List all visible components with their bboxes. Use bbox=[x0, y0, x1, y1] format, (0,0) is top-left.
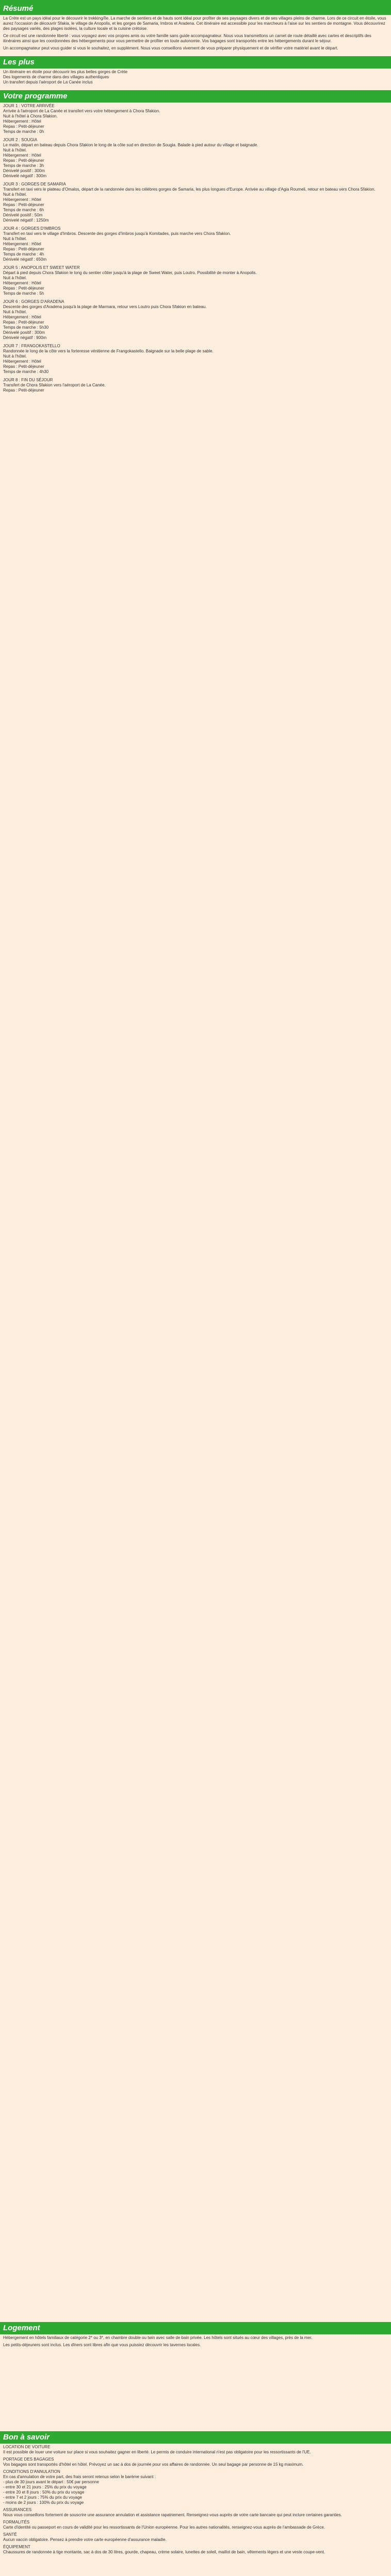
day-title: JOUR 3 : GORGES DE SAMARIA bbox=[3, 182, 66, 187]
bon-paragraph: PORTAGE DES BAGAGES Vos bagages sont transportés d'hôtel en hôtel. Prévoyez un sac à dos de journée pour vos affaires de randonnée. Un seul bagage par personne de 15 kg maximum. bbox=[3, 2457, 304, 2467]
day-item bbox=[3, 378, 388, 393]
resume-paragraph: Ce circuit est une randonnée liberté : vous voyagez avec vos propres amis ou votre famille sans guide accompagnateur. Nous vous transmettons un carnet de route détaillé avec cartes et descriptifs des itinéraires ainsi que les coordonnées des hébergements pour vous permettre de profiter en toute autonomie. Vos bagages sont transportés entre les hébergements durant le séjour. bbox=[3, 33, 371, 43]
day-desc: Transfert en taxi vers le village d'Imbros. Descente des gorges d'Imbros jusqu'à Komitades, puis marche vers Chora Sfakion. Nuit à l'hôtel. Hébergement : Hôtel Repas : Petit-déjeuner Temps de marche : 4h Dénivelé négatif : 650m bbox=[3, 231, 231, 262]
day-item bbox=[3, 182, 388, 223]
plan-body bbox=[0, 103, 391, 2322]
bon-body bbox=[0, 2444, 391, 2576]
day-item bbox=[3, 344, 388, 375]
section-plus-title: Les plus bbox=[0, 56, 391, 69]
plus-body bbox=[0, 69, 391, 90]
section-logement-title: Logement bbox=[0, 2322, 391, 2334]
plus-list: Un itinéraire en étoile pour découvrir les plus belles gorges de Crète Des logements de charme dans des villages authentiques Un transfert depuis l'aéroport de La Canée inclus bbox=[3, 70, 128, 84]
day-title: JOUR 2 : SOUGIA bbox=[3, 138, 38, 142]
day-desc: Descente des gorges d'Aradena jusqu'à la plage de Marmara, retour vers Loutro puis Chora Sfakion en bateau. Nuit à l'hôtel. Hébergement : Hôtel Repas : Petit-déjeuner Temps de marche : 5h30 Dénivelé positif : 300m Dénivelé négatif : 900m bbox=[3, 304, 207, 340]
resume-body bbox=[0, 15, 391, 56]
bon-paragraph: ASSURANCES Nous vous conseillons fortement de souscrire une assurance annulation et assistance rapatriement. Renseignez-vous auprès de votre carte bancaire qui peut inclure certaines garanties. bbox=[3, 2507, 342, 2517]
bon-paragraph: CONDITIONS D'ANNULATION En cas d'annulation de votre part, des frais seront retenus selon le barème suivant : - plus de 30 jours avant le départ : 50€ par personne - entre 30 et 21 jours : 25% du prix du voyage - entre 20 et 8 jours : 50% du prix du voyage - entre 7 et 2 jours : 75% du prix du voyage - moins de 2 jours : 100% du prix du voyage bbox=[3, 2469, 156, 2505]
day-desc: Arrivée à l'aéroport de La Canée et transfert vers votre hébergement à Chora Sfakion. Nuit à l'hôtel à Chora Sfakion. Hébergement : Hôtel Repas : Petit-déjeuner Temps de marche : 0h bbox=[3, 109, 160, 134]
day-item bbox=[3, 299, 388, 341]
resume-paragraph: La Crète est un pays idéal pour le découvrir le trekking/île. La marche de sentiers et de hauts sont idéal pour profiter de ses paysages divers et de ses villages pleins de charme. Lors de ce circuit en étoile, vous aurez l'occasion de découvrir Sfakia, le village de Anopolis, et les gorges de Samaria, Imbros et Aradena. Cet itinéraire est accessible pour les marcheurs à l'aise sur les sentiers de montagne. Vous découvrirez des paysages variés, des plages isolées, la culture locale et la cuisine crétoise. bbox=[3, 16, 386, 31]
section-resume-title: Résumé bbox=[0, 3, 391, 15]
resume-paragraph: Un accompagnateur peut vous guider si vous le souhaitez, en supplément. Nous vous conseillons vivement de vous préparer physiquement et de vérifier votre matériel avant le départ. bbox=[3, 46, 338, 50]
logement-paragraph: Les petits-déjeuners sont inclus. Les dîners sont libres afin que vous puissiez découvrir les tavernes locales. bbox=[3, 2343, 201, 2347]
day-item bbox=[3, 104, 388, 134]
day-title: JOUR 5 : ANOPOLIS ET SWEET WATER bbox=[3, 265, 80, 270]
bon-paragraph: ÉQUIPEMENT Chaussures de randonnée à tige montante, sac à dos de 30 litres, gourde, chapeau, crème solaire, lunettes de soleil, maillot de bain, vêtements légers et une veste coupe-vent. bbox=[3, 2545, 325, 2554]
day-desc: Randonnée le long de la côte vers la forteresse vénitienne de Frangokastello. Baignade sur la belle plage de sable. Nuit à l'hôtel. Hébergement : Hôtel Repas : Petit-déjeuner Temps de marche : 4h30 bbox=[3, 349, 214, 374]
day-item bbox=[3, 265, 388, 296]
day-title: JOUR 6 : GORGES D'ARADENA bbox=[3, 299, 64, 304]
bon-paragraph: SANTÉ Aucun vaccin obligatoire. Pensez à prendre votre carte européenne d'assurance maladie. bbox=[3, 2532, 167, 2542]
day-title: JOUR 8 : FIN DU SÉJOUR bbox=[3, 378, 53, 382]
day-desc: Transfert de Chora Sfakion vers l'aéroport de La Canée. Repas : Petit-déjeuner bbox=[3, 383, 106, 393]
bon-paragraph: FORMALITÉS Carte d'identité ou passeport en cours de validité pour les ressortissants de l'Union européenne. Pour les autres nationalités, renseignez-vous auprès de l'ambassade de Grèce. bbox=[3, 2520, 325, 2530]
day-item bbox=[3, 138, 388, 179]
section-plan-title: Votre programme bbox=[0, 90, 391, 103]
day-desc: Transfert en taxi vers le plateau d'Omalos, départ de la randonnée dans les célèbres gorges de Samaria, les plus longues d'Europe. Arrivée au village d'Agia Roumeli, retour en bateau vers Chora Sfakion. Nuit à l'hôtel. Hébergement : Hôtel Repas : Petit-déjeuner Temps de marche : 6h Dénivelé positif : 50m Dénivelé négatif : 1250m bbox=[3, 187, 376, 223]
day-desc: Le matin, départ en bateau depuis Chora Sfakion le long de la côte sud en direction de Sougia. Balade à pied autour du village et baignade. Nuit à l'hôtel. Hébergement : Hôtel Repas : Petit-déjeuner Temps de marche : 3h Dénivelé positif : 300m Dénivelé négatif : 300m bbox=[3, 143, 258, 178]
day-title: JOUR 1 : VOTRE ARRIVÉE bbox=[3, 104, 55, 108]
day-title: JOUR 7 : FRANGOKASTELLO bbox=[3, 344, 60, 348]
day-item bbox=[3, 226, 388, 262]
day-title: JOUR 4 : GORGES D'IMBROS bbox=[3, 226, 61, 231]
section-bon-title: Bon à savoir bbox=[0, 2431, 391, 2444]
bon-paragraph: LOCATION DE VOITURE Il est possible de louer une voiture sur place si vous souhaitez gagner en liberté. Le permis de conduire international n'est pas obligatoire pour les ressortissants de l'UE. bbox=[3, 2445, 311, 2454]
logement-paragraph: Hébergement en hôtels familiaux de catégorie 2* ou 3*, en chambre double ou twin avec salle de bain privée. Les hôtels sont situés au cœur des villages, près de la mer. bbox=[3, 2335, 313, 2340]
logement-body bbox=[0, 2334, 391, 2431]
day-desc: Départ à pied depuis Chora Sfakion le long du sentier côtier jusqu'à la plage de Sweet Water, puis Loutro. Possibilité de monter à Anopolis. Nuit à l'hôtel. Hébergement : Hôtel Repas : Petit-déjeuner Temps de marche : 5h bbox=[3, 270, 257, 296]
